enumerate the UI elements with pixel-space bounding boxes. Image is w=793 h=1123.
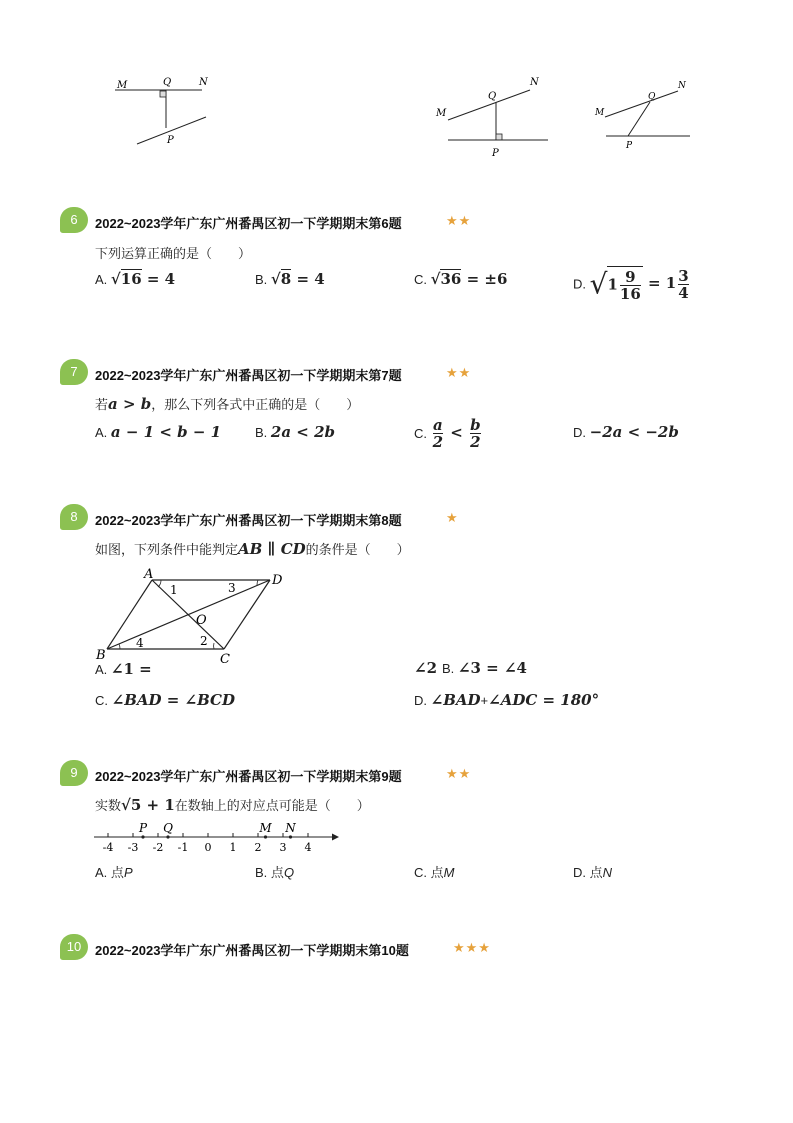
question-title: 2022~2023学年广东广州番禺区初一下学期期末第8题 (95, 513, 402, 528)
tick-label: -3 (127, 841, 139, 854)
point-marker (166, 835, 169, 838)
option-letter: C. (414, 865, 427, 880)
number-line (92, 815, 344, 855)
center-o: O (196, 613, 207, 628)
option-expression: ∠BAD = ∠BCD (111, 691, 236, 709)
tick-label: 2 (254, 841, 262, 854)
point-marker (141, 835, 144, 838)
question-number-badge: 8 (60, 504, 88, 530)
q5-figure-2 (430, 72, 560, 164)
option-expression: ∠BAD (430, 691, 481, 709)
option-expression: ∠ADC = 180° (488, 691, 600, 709)
question-stem: 如图，下列条件中能判定AB ∥ CD的条件是（ ） (95, 540, 410, 558)
point-label: M (259, 821, 272, 835)
question-stem: 若a > b，那么下列各式中正确的是（ ） (95, 395, 360, 413)
q5-fig1-p: P (167, 135, 174, 146)
angle-1: 1 (170, 583, 178, 597)
option-letter: A. (95, 425, 108, 440)
point-label: N (285, 821, 296, 835)
option-a[interactable] (95, 660, 152, 678)
point-label: P (138, 821, 148, 835)
arrow-right-icon (332, 834, 339, 841)
question-number-badge: 10 (60, 934, 88, 960)
option-expression: −2a < −2b (589, 423, 679, 441)
option-c[interactable]: C. 点M (414, 865, 455, 880)
question-title: 2022~2023学年广东广州番禺区初一下学期期末第6题 (95, 216, 402, 231)
point-marker (289, 835, 292, 838)
tick-label: 4 (304, 841, 312, 854)
option-letter: B. (442, 661, 455, 676)
option-b[interactable]: B. 点Q (255, 865, 295, 880)
option-c[interactable] (414, 270, 507, 288)
option-c[interactable] (414, 417, 483, 450)
option-d[interactable]: D. 点N (573, 865, 613, 880)
option-letter: C. (95, 693, 108, 708)
angle-4: 4 (136, 636, 144, 650)
option-d[interactable] (573, 423, 679, 441)
q5-fig2-p: P (492, 148, 499, 159)
vertex-b: B (96, 648, 106, 663)
q5-fig1-m: M (117, 80, 128, 91)
option-expression: ∠1 = (110, 660, 152, 678)
option-letter: C. (414, 426, 427, 441)
option-a-continued[interactable] (414, 659, 437, 677)
option-letter: A. (95, 865, 108, 880)
option-expression: a − 1 < b − 1 (110, 423, 222, 441)
option-letter: D. (573, 425, 586, 440)
option-letter: D. (573, 276, 586, 292)
option-letter: A. (95, 662, 108, 677)
tick-label: 3 (279, 841, 287, 854)
option-expression: $\frac{a}{2}$ < $\frac{b}{2}$ (432, 416, 481, 451)
option-d[interactable] (414, 691, 599, 709)
option-a[interactable]: A. 点P (95, 865, 133, 880)
point-marker (264, 835, 267, 838)
difficulty-stars: ★★ (446, 365, 472, 380)
q5-fig3-q: Q (648, 92, 656, 102)
option-letter: A. (95, 272, 108, 287)
option-letter: C. (414, 272, 427, 287)
vertex-d: D (272, 573, 283, 588)
question-title: 2022~2023学年广东广州番禺区初一下学期期末第7题 (95, 368, 402, 383)
tick-label: 0 (204, 841, 212, 854)
option-expression: √1 $\frac{9}{16}$ = 1 $\frac{3}{4}$ (589, 266, 689, 303)
point-label: Q (163, 821, 173, 835)
tick-label: -1 (177, 841, 189, 854)
q5-fig3-p: P (626, 141, 633, 151)
option-expression: √16 = 4 (110, 270, 176, 288)
option-letter: D. (573, 865, 586, 880)
question-number-badge: 7 (60, 359, 88, 385)
option-c[interactable] (95, 691, 235, 709)
option-letter: B. (255, 272, 268, 287)
option-a[interactable] (95, 423, 221, 441)
q5-fig2-n: N (530, 77, 539, 88)
tick-label: -2 (152, 841, 164, 854)
option-b[interactable] (442, 659, 527, 677)
q5-fig2-q: Q (488, 91, 497, 102)
option-expression: ∠3 = ∠4 (457, 659, 527, 677)
plus-sign: + (480, 693, 489, 708)
angle-2: 2 (200, 634, 208, 648)
question-number-badge: 6 (60, 207, 88, 233)
question-stem: 下列运算正确的是（ ） (95, 246, 252, 261)
angle-3: 3 (228, 581, 236, 595)
question-stem: 实数√5 + 1在数轴上的对应点可能是（ ） (95, 796, 370, 814)
option-d[interactable] (573, 266, 691, 302)
vertex-c: C (220, 652, 230, 667)
difficulty-stars: ★★ (446, 213, 472, 228)
difficulty-stars: ★★★ (453, 940, 491, 955)
option-expression: 2a < 2b (270, 423, 336, 441)
q5-figure-3 (590, 75, 700, 155)
option-letter: B. (255, 865, 268, 880)
q5-fig3-m: M (595, 108, 605, 118)
question-title: 2022~2023学年广东广州番禺区初一下学期期末第9题 (95, 769, 402, 784)
option-b[interactable] (255, 423, 335, 441)
tick-label: 1 (229, 841, 237, 854)
difficulty-stars: ★★ (446, 766, 472, 781)
q5-fig1-q: Q (163, 77, 172, 88)
option-a[interactable] (95, 270, 175, 288)
option-b[interactable] (255, 270, 325, 288)
option-expression: √36 = ±6 (430, 270, 508, 288)
question-number-badge: 9 (60, 760, 88, 786)
q5-fig3-n: N (678, 81, 686, 91)
q5-fig1-n: N (199, 77, 208, 88)
option-expression: ∠2 (414, 659, 438, 677)
tick-label: -4 (102, 841, 114, 854)
question-title: 2022~2023学年广东广州番禺区初一下学期期末第10题 (95, 943, 409, 958)
vertex-a: A (144, 567, 154, 582)
difficulty-stars: ★ (446, 510, 459, 525)
q5-fig2-m: M (436, 108, 447, 119)
option-letter: D. (414, 693, 427, 708)
q8-parallelogram-figure (92, 565, 297, 667)
option-letter: B. (255, 425, 268, 440)
option-expression: √8 = 4 (270, 270, 325, 288)
q5-figure-1 (100, 70, 230, 150)
